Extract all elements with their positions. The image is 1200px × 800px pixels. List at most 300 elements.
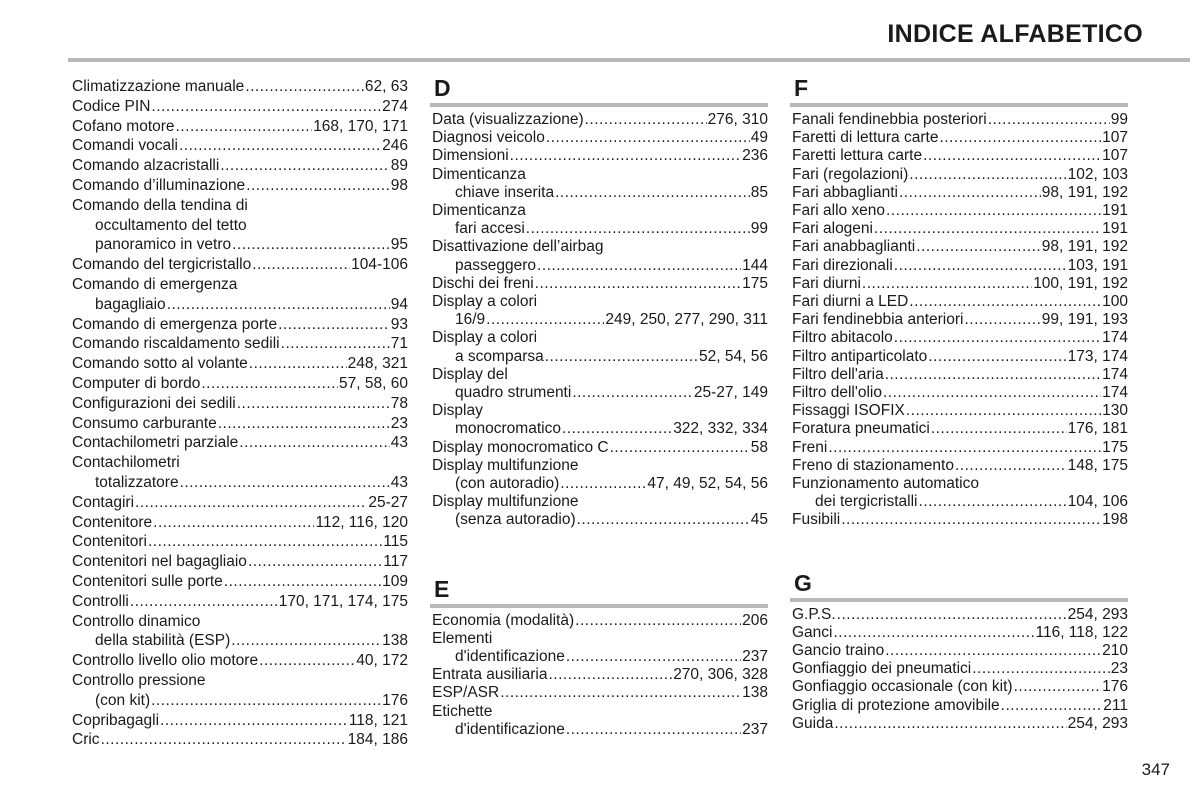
index-entry <box>72 671 408 711</box>
page-references: 98 <box>390 176 408 194</box>
page-references: 99, 191, 193 <box>1041 311 1128 329</box>
index-entry-line <box>432 402 768 420</box>
index-entry-line <box>72 473 408 493</box>
page-references: 25-27 <box>368 493 408 511</box>
dot-leader <box>151 691 381 711</box>
page-references: 170, 171, 174, 175 <box>278 592 408 610</box>
index-entry <box>432 293 768 329</box>
section-spacer <box>792 530 1128 568</box>
page-references: 62, 63 <box>364 78 408 95</box>
dot-leader <box>160 711 348 731</box>
page-references: 94 <box>390 295 408 313</box>
dot-leader <box>249 354 347 374</box>
index-term: Contenitori <box>72 533 147 551</box>
index-entry <box>792 293 1128 311</box>
page-references: 176 <box>382 691 408 709</box>
index-entry <box>432 111 768 129</box>
page-references: 118, 121 <box>348 711 408 729</box>
dot-leader <box>834 624 1035 642</box>
index-term: Comando alzacristalli <box>72 157 220 175</box>
index-column-3 <box>792 73 1128 733</box>
index-term: Controllo livello olio motore <box>72 652 259 670</box>
section-letter: G <box>794 569 812 596</box>
page-references: 168, 170, 171 <box>313 117 408 135</box>
index-entry-line <box>792 715 1128 733</box>
dot-leader <box>894 257 1067 275</box>
index-entry-line <box>72 631 408 651</box>
index-entry-line <box>72 552 408 572</box>
dot-leader <box>239 433 389 453</box>
index-entry-line <box>72 592 408 612</box>
index-entry-line <box>72 315 408 335</box>
index-entry <box>72 77 408 97</box>
index-entry <box>432 630 768 666</box>
index-entry-line <box>72 136 408 156</box>
index-term: Contagiri <box>72 493 135 511</box>
index-entry <box>792 275 1128 293</box>
page-references: 99 <box>750 220 768 238</box>
index-entry-line <box>72 255 408 275</box>
index-entry-line <box>432 220 768 238</box>
index-term: Dischi dei freni <box>432 274 534 292</box>
index-entry-line <box>72 730 408 750</box>
index-entry <box>432 684 768 702</box>
dot-leader <box>545 348 698 366</box>
index-term: Freni <box>792 438 828 456</box>
index-term: Gonfiaggio dei pneumatici <box>792 660 972 678</box>
page-references: 138 <box>382 632 408 650</box>
index-term: bagagliaio <box>95 295 166 313</box>
page-references: 100, 191, 192 <box>1033 274 1128 292</box>
page-references: 138 <box>742 684 768 702</box>
dot-leader <box>167 295 390 315</box>
index-entry <box>792 129 1128 147</box>
page-references: 107 <box>1102 129 1128 147</box>
page-references: 144 <box>742 256 768 274</box>
index-term: Funzionamento automatico <box>792 475 979 493</box>
index-term: Configurazioni dei sedili <box>72 394 236 412</box>
index-entry-line <box>72 117 408 137</box>
index-entry <box>792 402 1128 420</box>
page-references: 254, 293 <box>1067 605 1128 623</box>
page-references: 175 <box>1102 438 1128 456</box>
index-entry <box>432 402 768 438</box>
section-divider <box>430 604 768 608</box>
dot-leader <box>909 166 1066 184</box>
index-entry-line <box>72 433 408 453</box>
index-entry-line <box>72 414 408 434</box>
dot-leader <box>245 77 364 97</box>
index-term: Data (visualizzazione) <box>432 111 584 128</box>
index-entry <box>792 457 1128 475</box>
index-entry <box>72 592 408 612</box>
page-references: 210 <box>1102 642 1128 660</box>
dot-leader <box>510 147 741 165</box>
index-section-f <box>792 73 1128 530</box>
index-entry-line <box>432 184 768 202</box>
page-references: 237 <box>742 720 768 738</box>
index-entry-line <box>432 202 768 220</box>
index-entry-line <box>792 329 1128 347</box>
dot-leader <box>909 293 1101 311</box>
index-term: panoramico in vetro <box>95 236 232 254</box>
page-references: 191 <box>1102 220 1128 238</box>
page-references: 109 <box>382 572 408 590</box>
index-entry <box>432 129 768 147</box>
page-references: 198 <box>1102 511 1128 529</box>
dot-leader <box>224 572 381 592</box>
index-entry <box>792 238 1128 256</box>
index-entry-line <box>792 166 1128 184</box>
index-entry <box>792 642 1128 660</box>
index-entry-line <box>792 147 1128 165</box>
index-term: Filtro antiparticolato <box>792 347 928 365</box>
index-entry-line <box>792 257 1128 275</box>
index-entry <box>792 660 1128 678</box>
index-section <box>72 77 408 750</box>
index-entry-line <box>72 711 408 731</box>
page-references: 176, 181 <box>1067 420 1128 438</box>
index-entry-line <box>792 238 1128 256</box>
dot-leader <box>555 184 750 202</box>
section-letter: F <box>794 75 809 101</box>
index-section-e <box>432 574 768 739</box>
index-entry-line <box>432 648 768 666</box>
dot-leader <box>486 311 604 329</box>
index-term: Freno di stazionamento <box>792 456 954 474</box>
dot-leader <box>610 439 750 457</box>
index-column-2 <box>432 73 768 739</box>
index-entry <box>72 275 408 315</box>
index-entry <box>792 475 1128 511</box>
index-term: Entrata ausiliaria <box>432 666 548 684</box>
index-term: G.P.S. <box>792 605 836 623</box>
page-references: 23 <box>1110 660 1128 678</box>
page-references: 104, 106 <box>1067 493 1128 511</box>
index-entry <box>432 493 768 529</box>
index-term: della stabilità (ESP) <box>95 632 231 650</box>
index-term: Filtro abitacolo <box>792 329 893 347</box>
index-entry-line <box>792 439 1128 457</box>
index-entry-line <box>72 513 408 533</box>
index-entry <box>792 384 1128 402</box>
index-entry <box>72 730 408 750</box>
page-references: 276, 310 <box>707 111 768 128</box>
index-term: Faretti di lettura carte <box>792 129 939 147</box>
dot-leader <box>862 275 1032 293</box>
dot-leader <box>566 721 741 739</box>
index-term: Filtro dell'aria <box>792 365 884 383</box>
index-term: Cofano motore <box>72 117 175 135</box>
index-entry-line <box>432 703 768 721</box>
index-entry-line <box>792 475 1128 493</box>
index-entry-line <box>792 678 1128 696</box>
page-references: 173, 174 <box>1067 347 1128 365</box>
index-entry <box>432 439 768 457</box>
index-term: Fari abbaglianti <box>792 183 898 201</box>
page-references: 23 <box>390 414 408 432</box>
page-references: 98, 191, 192 <box>1041 238 1128 256</box>
dot-leader <box>135 493 367 513</box>
index-entry <box>432 457 768 493</box>
index-term: Climatizzazione manuale <box>72 78 245 95</box>
dot-leader <box>562 420 672 438</box>
index-entry-line <box>72 612 408 632</box>
dot-leader <box>537 257 741 275</box>
index-term: Fari fendinebbia anteriori <box>792 311 964 329</box>
index-entry-line <box>72 572 408 592</box>
section-divider <box>790 598 1128 602</box>
index-section-g <box>792 568 1128 733</box>
index-entry-line <box>792 184 1128 202</box>
page-references: 206 <box>742 611 768 629</box>
index-entry <box>792 348 1128 366</box>
page-references: 43 <box>390 434 408 452</box>
dot-leader <box>883 384 1101 402</box>
index-entry-line <box>792 111 1128 129</box>
index-entry <box>72 572 408 592</box>
page-references: 175 <box>742 274 768 292</box>
page-references: 174 <box>1102 329 1128 347</box>
page-references: 45 <box>750 511 768 529</box>
index-entry <box>72 651 408 671</box>
index-entry <box>432 238 768 274</box>
index-entry-line <box>792 384 1128 402</box>
dot-leader <box>919 493 1067 511</box>
dot-leader <box>201 374 338 394</box>
index-entry <box>432 202 768 238</box>
index-term: ESP/ASR <box>432 684 500 702</box>
index-entry-line <box>432 721 768 739</box>
page-number: 347 <box>1141 760 1170 779</box>
index-term: totalizzatore <box>95 473 179 491</box>
dot-leader <box>988 111 1110 129</box>
index-term: quadro strumenti <box>455 384 572 402</box>
index-entry-line <box>72 691 408 711</box>
index-entry <box>792 715 1128 733</box>
page-references: 104-106 <box>351 256 408 274</box>
dot-leader <box>939 129 1101 147</box>
page-references: 254, 293 <box>1067 714 1128 732</box>
dot-leader <box>535 275 741 293</box>
index-entry <box>72 334 408 354</box>
index-entry-line <box>72 671 408 691</box>
index-entry <box>792 511 1128 529</box>
page-references: 236 <box>742 147 768 165</box>
index-entry <box>792 329 1128 347</box>
index-entry-line <box>792 311 1128 329</box>
index-entry <box>72 453 408 493</box>
page-references: 249, 250, 277, 290, 311 <box>605 311 768 329</box>
index-entry-line <box>792 202 1128 220</box>
page-references: 191 <box>1102 202 1128 220</box>
index-term: Contenitori nel bagagliaio <box>72 553 247 571</box>
page-references: 176 <box>1102 678 1128 696</box>
index-entry-line <box>432 275 768 293</box>
index-entry-line <box>72 295 408 315</box>
page-references: 107 <box>1102 147 1128 165</box>
index-entry <box>72 117 408 137</box>
index-term: d'identificazione <box>455 648 565 666</box>
index-entry <box>432 329 768 365</box>
index-term: Computer di bordo <box>72 374 201 392</box>
dot-leader <box>841 511 1101 529</box>
index-entry-line <box>792 293 1128 311</box>
index-entry <box>792 606 1128 624</box>
dot-leader <box>252 255 350 275</box>
index-entry <box>432 612 768 630</box>
page-references: 274 <box>382 97 408 115</box>
index-entry <box>792 147 1128 165</box>
index-entry-line <box>432 612 768 630</box>
index-entry-line <box>72 176 408 196</box>
index-entry <box>792 439 1128 457</box>
index-entry-line <box>432 439 768 457</box>
page-references: 58 <box>750 438 768 456</box>
index-entry-line <box>792 660 1128 678</box>
index-entry-line <box>792 129 1128 147</box>
index-entry <box>72 414 408 434</box>
index-entry-line <box>72 196 408 216</box>
page-references: 211 <box>1103 696 1128 714</box>
index-term: Consumo carburante <box>72 414 217 432</box>
index-entry <box>432 147 768 165</box>
index-entry-line <box>792 420 1128 438</box>
dot-leader <box>220 156 389 176</box>
index-entry-line <box>432 511 768 529</box>
index-entry-line <box>72 651 408 671</box>
page-references: 174 <box>1102 384 1128 402</box>
index-term: Griglia di protezione amovibile <box>792 696 1000 714</box>
index-entry <box>72 711 408 731</box>
index-term: (con kit) <box>95 691 151 709</box>
dot-leader <box>281 334 390 354</box>
dot-leader <box>148 532 382 552</box>
index-term: Diagnosi veicolo <box>432 129 545 147</box>
index-entry-line <box>792 697 1128 715</box>
page-references: 100 <box>1102 293 1128 311</box>
page-references: 248, 321 <box>347 355 408 373</box>
dot-leader <box>886 202 1101 220</box>
index-entry-line <box>72 532 408 552</box>
dot-leader <box>232 235 390 255</box>
dot-leader <box>834 715 1066 733</box>
index-term: Display a colori <box>432 293 538 311</box>
index-entry-line <box>432 366 768 384</box>
index-section-d <box>432 73 768 530</box>
index-entry <box>792 257 1128 275</box>
index-term: Comando di emergenza <box>72 275 238 293</box>
page-references: 98, 191, 192 <box>1041 183 1128 201</box>
index-term: (con autoradio) <box>455 475 560 493</box>
page-references: 246 <box>382 137 408 155</box>
index-term: Display multifunzione <box>432 493 579 511</box>
dot-leader <box>577 511 750 529</box>
page-references: 103, 191 <box>1067 256 1128 274</box>
index-entry-line <box>432 384 768 402</box>
index-term: Faretti lettura carte <box>792 147 923 165</box>
index-term: passeggero <box>455 256 537 274</box>
section-letter: D <box>434 75 451 101</box>
dot-leader <box>526 220 750 238</box>
index-term: Fari diurni a LED <box>792 293 909 311</box>
index-entry <box>72 354 408 374</box>
page-references: 52, 54, 56 <box>699 347 768 365</box>
index-entry <box>792 624 1128 642</box>
page-references: 117 <box>383 553 408 571</box>
index-term: Dimenticanza <box>432 165 526 183</box>
index-entry <box>432 275 768 293</box>
index-term: Cric <box>72 731 100 749</box>
index-entry <box>72 612 408 652</box>
index-term: Fari allo xeno <box>792 202 886 220</box>
dot-leader <box>560 475 646 493</box>
index-entry-line <box>432 348 768 366</box>
index-entry <box>72 532 408 552</box>
index-term: Controllo dinamico <box>72 612 201 630</box>
index-term: occultamento del tetto <box>95 216 247 234</box>
index-entry <box>72 493 408 513</box>
dot-leader <box>500 684 741 702</box>
dot-leader <box>906 402 1101 420</box>
index-term: Gonfiaggio occasionale (con kit) <box>792 678 1013 696</box>
page-references: 99 <box>1110 111 1128 128</box>
index-term: Gancio traino <box>792 642 885 660</box>
index-entry <box>432 366 768 402</box>
index-entry <box>432 666 768 684</box>
dot-leader <box>101 730 347 750</box>
index-term: Display del <box>432 365 508 383</box>
page-references: 40, 172 <box>356 652 408 670</box>
dot-leader <box>923 147 1101 165</box>
page-references: 71 <box>390 335 408 353</box>
index-term: Comando della tendina di <box>72 196 248 214</box>
index-term: Fanali fendinebbia posteriori <box>792 111 987 128</box>
dot-leader <box>928 348 1066 366</box>
index-entry-line <box>72 453 408 473</box>
page-references: 116, 118, 122 <box>1035 623 1128 641</box>
index-entry-line <box>792 348 1128 366</box>
index-entry <box>72 136 408 156</box>
index-entry <box>792 202 1128 220</box>
index-entry-line <box>792 402 1128 420</box>
index-term: Foratura pneumatici <box>792 420 930 438</box>
index-term: Disattivazione dell’airbag <box>432 238 604 256</box>
dot-leader <box>218 414 390 434</box>
dot-leader <box>246 176 390 196</box>
index-entry-line <box>72 77 408 97</box>
index-entry <box>792 697 1128 715</box>
index-term: Comando di emergenza porte <box>72 315 278 333</box>
dot-leader <box>248 552 382 572</box>
index-entry-line <box>72 374 408 394</box>
index-term: dei tergicristalli <box>815 493 918 511</box>
index-entry-line <box>432 311 768 329</box>
index-entry-line <box>792 366 1128 384</box>
page-references: 85 <box>750 183 768 201</box>
page-references: 130 <box>1102 402 1128 420</box>
index-entry <box>72 255 408 275</box>
dot-leader <box>1014 678 1102 696</box>
index-term: Contenitore <box>72 513 153 531</box>
dot-leader <box>572 384 693 402</box>
page-references: 112, 116, 120 <box>315 513 408 531</box>
index-entry-line <box>432 238 768 256</box>
index-term: fari accesi <box>455 220 525 238</box>
dot-leader <box>259 651 355 671</box>
dot-leader <box>176 117 313 137</box>
index-term: Fari anabbaglianti <box>792 238 916 256</box>
